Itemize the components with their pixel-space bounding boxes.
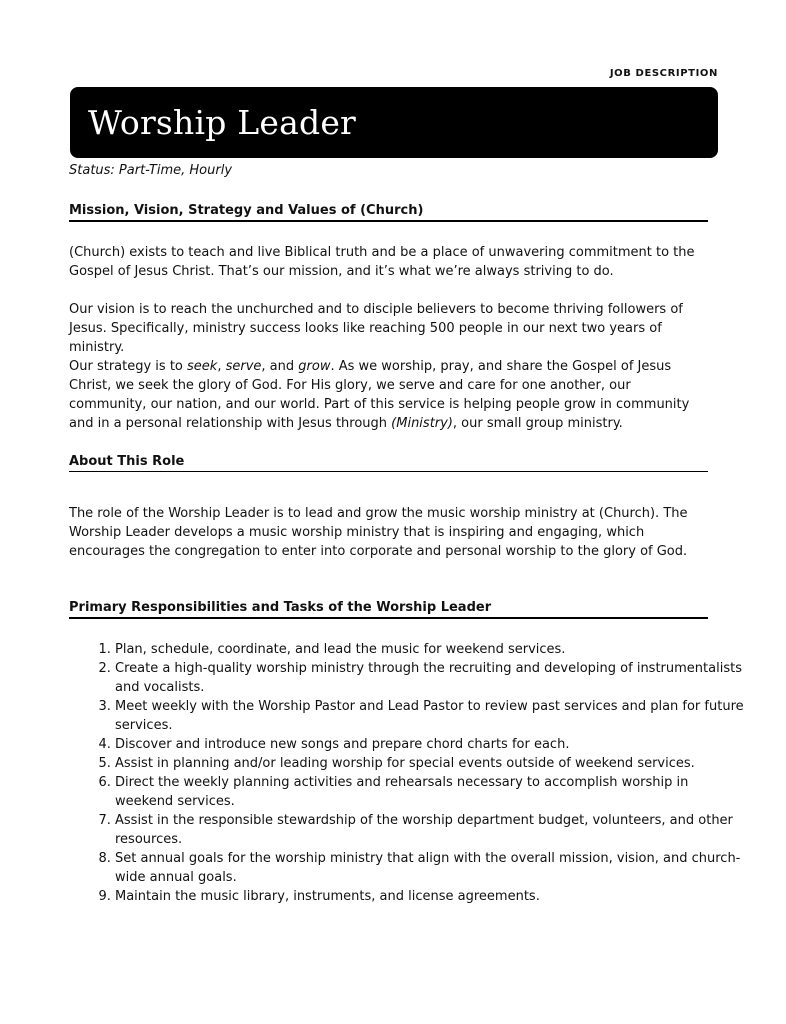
list-item: 3. Meet weekly with the Worship Pastor and Lead Pastor to review past services and plan for future services.: [115, 697, 745, 735]
mission-heading: Mission, Vision, Strategy and Values of (Church): [69, 203, 708, 222]
list-item: 6. Direct the weekly planning activities and rehearsals necessary to accomplish worship in weekend services.: [115, 773, 745, 811]
page-title: Worship Leader: [88, 103, 357, 142]
list-item: 4. Discover and introduce new songs and prepare chord charts for each.: [115, 735, 745, 754]
strategy-text: , and: [261, 359, 299, 374]
strategy-grow: grow: [298, 359, 331, 374]
strategy-text: Our strategy is to: [69, 359, 188, 374]
about-paragraph: The role of the Worship Leader is to lead and grow the music worship ministry at (Church). The Worship Leader develops a music worship ministry that is inspiring and engaging, which encourages the congregation to enter into corporate and personal worship to the glory of God.: [69, 506, 688, 559]
responsibilities-list: [69, 640, 745, 906]
strategy-text: , our small group ministry.: [452, 416, 623, 431]
strategy-serve: serve: [225, 359, 262, 374]
strategy-text: . As we worship, pray, and share the Gospel of Jesus Christ, we seek the glory of God. For His glory, we serve and care for one another, our community, our nation, and our world. Part of this service is helping people grow in community and in a personal relationship with Jesus through: [69, 359, 690, 431]
strategy-text: ,: [217, 359, 226, 374]
list-item: 2. Create a high-quality worship ministry through the recruiting and developing of instrumentalists and vocalists.: [115, 659, 745, 697]
employment-status: Status: Part-Time, Hourly: [69, 163, 233, 178]
vision-paragraph: Our vision is to reach the unchurched and to disciple believers to become thriving followers of Jesus. Specifically, ministry success looks like reaching 500 people in our next two years of ministry.: [69, 302, 683, 355]
document-type-label: JOB DESCRIPTION: [609, 68, 718, 79]
strategy-ministry: (Ministry): [391, 416, 453, 431]
list-item: 7. Assist in the responsible stewardship of the worship department budget, volunteers, and other resources.: [115, 811, 745, 849]
title-banner: [70, 87, 718, 158]
about-heading: About This Role: [69, 454, 708, 472]
list-item: 1. Plan, schedule, coordinate, and lead the music for weekend services.: [115, 640, 745, 659]
list-item: 9. Maintain the music library, instruments, and license agreements.: [115, 887, 745, 906]
strategy-paragraph: [69, 357, 711, 433]
mission-paragraph: (Church) exists to teach and live Biblical truth and be a place of unwavering commitment to the Gospel of Jesus Christ. That’s our mission, and it’s what we’re always striving to do.: [69, 245, 695, 279]
responsibilities-heading: Primary Responsibilities and Tasks of the Worship Leader: [69, 600, 708, 619]
list-item: 5. Assist in planning and/or leading worship for special events outside of weekend services.: [115, 754, 745, 773]
strategy-seek: seek: [187, 359, 218, 374]
list-item: 8. Set annual goals for the worship ministry that align with the overall mission, vision, and church-wide annual goals.: [115, 849, 745, 887]
